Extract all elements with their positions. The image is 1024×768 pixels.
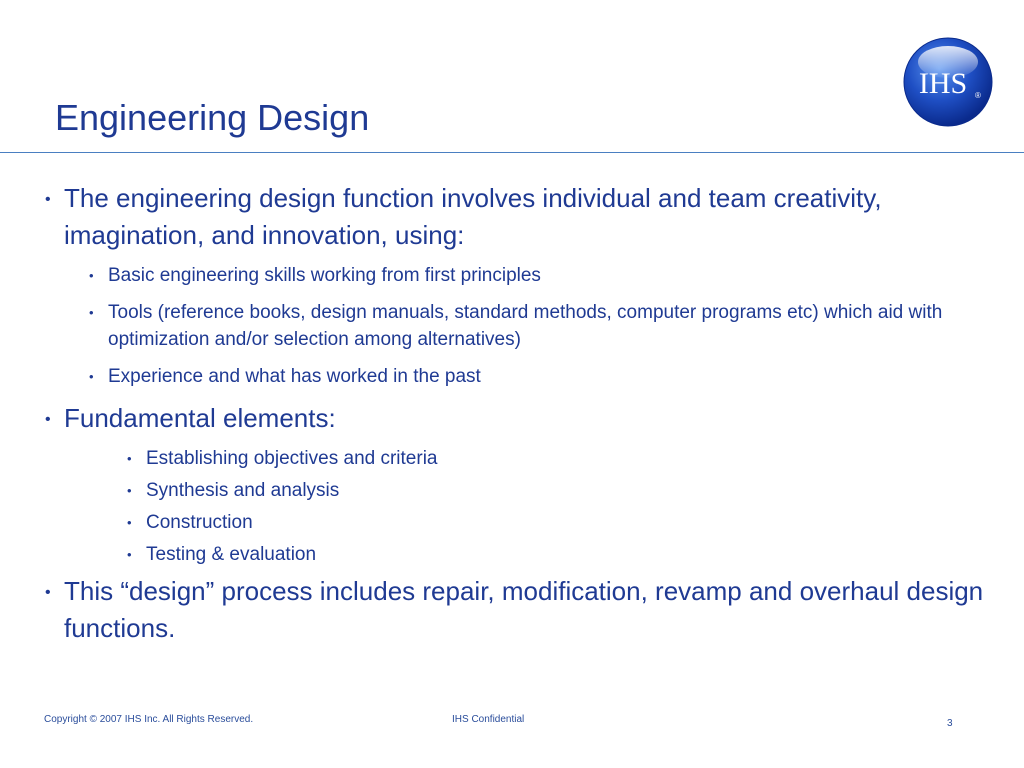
sub-bullet-2-3 xyxy=(127,509,985,536)
sub-bullet-2-2 xyxy=(127,477,985,504)
page-number: 3 xyxy=(947,718,953,729)
slide-body xyxy=(45,180,985,655)
logo-text: IHS xyxy=(918,67,968,100)
bullet-text: The engineering design function involves individual and team creativity, imagination, and innovation, using: xyxy=(64,183,882,250)
logo-registered-mark: ® xyxy=(975,91,981,100)
bullet-dot: • xyxy=(45,411,51,428)
title-divider xyxy=(0,152,1024,153)
sub-bullet-text: Tools (reference books, design manuals, standard methods, computer programs etc) which aid with optimization and/or selection among alternatives) xyxy=(108,302,943,350)
sub-bullet-text: Basic engineering skills working from first principles xyxy=(108,265,541,286)
bullet-dot: • xyxy=(89,305,94,320)
bullet-dot: • xyxy=(89,369,94,384)
bullet-text: Fundamental elements: xyxy=(64,403,336,433)
sub-bullet-1-3 xyxy=(89,363,985,390)
sub-bullet-text: Testing & evaluation xyxy=(146,544,317,565)
bullet-text: This “design” process includes repair, modification, revamp and overhaul design functions. xyxy=(64,576,984,643)
bullet-dot: • xyxy=(127,547,132,562)
footer-confidential: IHS Confidential xyxy=(452,714,525,725)
bullet-3 xyxy=(45,573,985,647)
sub-bullet-2-1 xyxy=(127,445,985,472)
bullet-1 xyxy=(45,180,985,254)
sub-bullet-2-4 xyxy=(127,541,985,568)
slide-title: Engineering Design xyxy=(55,97,370,138)
bullet-dot: • xyxy=(45,584,51,601)
sub-bullet-text: Establishing objectives and criteria xyxy=(146,448,438,469)
bullet-dot: • xyxy=(127,451,132,466)
sub-bullet-text: Experience and what has worked in the past xyxy=(108,366,481,387)
bullet-dot: • xyxy=(45,191,51,208)
sub-bullet-text: Construction xyxy=(146,512,253,533)
footer-copyright: Copyright © 2007 IHS Inc. All Rights Reserved. xyxy=(44,714,254,725)
ihs-logo xyxy=(902,36,994,128)
sub-bullet-text: Synthesis and analysis xyxy=(146,480,340,501)
bullet-dot: • xyxy=(127,483,132,498)
sub-bullet-1-1 xyxy=(89,262,985,289)
bullet-dot: • xyxy=(127,515,132,530)
sub-bullet-1-2 xyxy=(89,299,985,353)
bullet-dot: • xyxy=(89,268,94,283)
bullet-2 xyxy=(45,400,985,437)
